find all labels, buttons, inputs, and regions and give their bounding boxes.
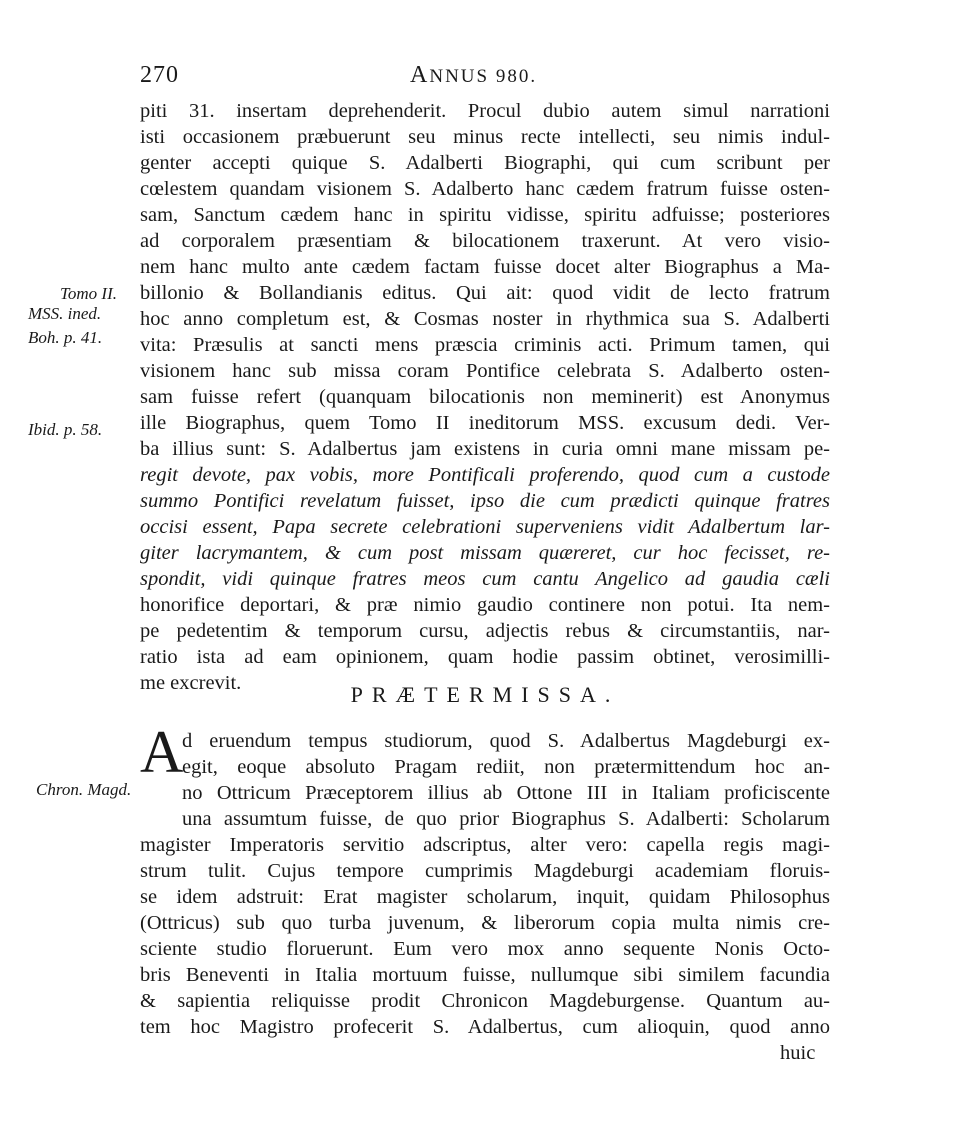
text-line: ba illius sunt: S. Adalbertus jam existens in curia omni mane missam pe- xyxy=(140,438,830,460)
drop-cap: A xyxy=(140,719,184,785)
text-line: sam fuisse refert (quanquam bilocationis non meminerit) est Anonymus xyxy=(140,386,830,408)
margin-note: Tomo II. xyxy=(60,284,117,303)
text-line: d eruendum tempus studiorum, quod S. Adalbertus Magdeburgi ex- xyxy=(182,730,830,752)
text-line: ratio ista ad eam opinionem, quam hodie passim obtinet, verosimilli- xyxy=(140,646,830,668)
catchword: huic xyxy=(780,1042,816,1064)
text-line: sciente studio floruerunt. Eum vero mox anno sequente Nonis Octo- xyxy=(140,938,830,960)
running-title xyxy=(410,62,537,89)
margin-note: Ibid. p. 58. xyxy=(28,420,103,439)
text-line: strum tulit. Cujus tempore cumprimis Magdeburgi academiam floruis- xyxy=(140,860,830,882)
text-line: genter accepti quique S. Adalberti Biographi, qui cum scribunt per xyxy=(140,152,830,174)
margin-note: Boh. p. 41. xyxy=(28,328,103,347)
text-line: & sapientia reliquisse prodit Chronicon Magdeburgense. Quantum au- xyxy=(140,990,830,1012)
margin-note: MSS. ined. xyxy=(28,304,102,323)
text-line: no Ottricum Præceptorem illius ab Ottone III in Italiam proficiscente xyxy=(182,782,830,804)
text-line: bris Beneventi in Italia mortuum fuisse, nullumque sibi similem facundia xyxy=(140,964,830,986)
text-line: (Ottricus) sub quo turba juvenum, & liberorum copia multa nimis cre- xyxy=(140,912,830,934)
text-line: occisi essent, Papa secrete celebrationi superveniens vidit Adalbertum lar- xyxy=(140,516,830,538)
margin-note: Chron. Magd. xyxy=(36,780,132,799)
running-title-initial: A xyxy=(410,62,430,88)
page-number: 270 xyxy=(140,62,179,88)
text-line: ille Biographus, quem Tomo II ineditorum MSS. excusum dedi. Ver- xyxy=(140,412,830,434)
text-line: isti occasionem præbuerunt seu minus recte intellecti, seu nimis indul- xyxy=(140,126,830,148)
text-line: summo Pontifici revelatum fuisset, ipso die cum prædicti quinque fratres xyxy=(140,490,830,512)
text-line: vita: Præsulis at sancti mens præscia criminis acti. Primum tamen, qui xyxy=(140,334,830,356)
text-line: ad corporalem præsentiam & bilocationem traxerunt. At vero visio- xyxy=(140,230,830,252)
text-line: regit devote, pax vobis, more Pontificali proferendo, quod cum a custode xyxy=(140,464,830,486)
text-line: tem hoc Magistro profecerit S. Adalbertus, cum alioquin, quod anno xyxy=(140,1016,830,1038)
text-line: egit, eoque absoluto Pragam rediit, non prætermittendum hoc an- xyxy=(182,756,830,778)
section-heading: PRÆTERMISSA. xyxy=(350,682,620,707)
text-line: nem hanc multo ante cædem factam fuisse docet alter Biographus a Ma- xyxy=(140,256,830,278)
text-line: una assumtum fuisse, de quo prior Biographus S. Adalberti: Scholarum xyxy=(182,808,830,830)
running-title-rest: NNUS 980. xyxy=(429,66,538,87)
text-line: visionem hanc sub missa coram Pontifice celebrata S. Adalberto osten- xyxy=(140,360,830,382)
text-line: magister Imperatoris servitio adscriptus, alter vero: capella regis magi- xyxy=(140,834,830,856)
text-line: se idem adstruit: Erat magister scholarum, inquit, quidam Philosophus xyxy=(140,886,830,908)
running-header xyxy=(140,62,840,92)
text-line: honorifice deportari, & præ nimio gaudio continere non potui. Ita nem- xyxy=(140,594,830,616)
text-line: giter lacrymantem, & cum post missam quæreret, cur hoc fecisset, re- xyxy=(140,542,830,564)
text-line: billonio & Bollandianis editus. Qui ait: quod vidit de lecto fratrum xyxy=(140,282,830,304)
text-line: pe pedetentim & temporum cursu, adjectis rebus & circumstantiis, nar- xyxy=(140,620,830,642)
text-line: cœlestem quandam visionem S. Adalberto hanc cædem fratrum fuisse osten- xyxy=(140,178,830,200)
text-line: me excrevit. xyxy=(140,672,242,694)
text-line: hoc anno completum est, & Cosmas noster in rhythmica sua S. Adalberti xyxy=(140,308,830,330)
text-line: spondit, vidi quinque fratres meos cum cantu Angelico ad gaudia cæli xyxy=(140,568,830,590)
text-line: piti 31. insertam deprehenderit. Procul dubio autem simul narrationi xyxy=(140,100,830,122)
text-line: sam, Sanctum cædem hanc in spiritu vidisse, spiritu adfuisse; posteriores xyxy=(140,204,830,226)
